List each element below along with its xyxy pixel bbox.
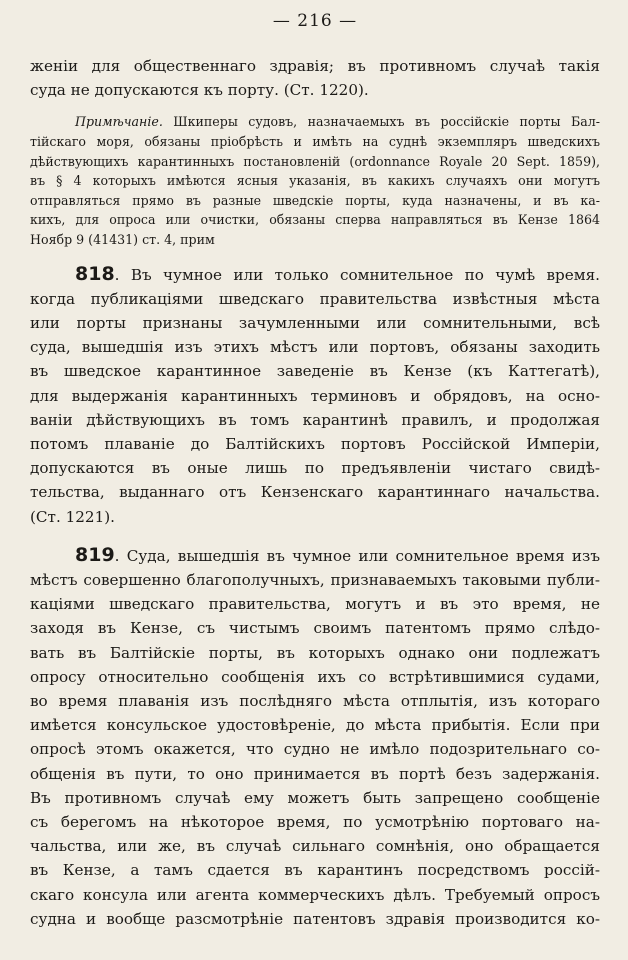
note-first-line: [30, 112, 600, 132]
text-line: мѣстъ совершенно благополучныхъ, признаваемыхъ таковыми публи-: [30, 571, 600, 589]
text-line: общенія въ пути, то оно принимается въ портѣ безъ задержанія.: [30, 764, 600, 783]
text-line: ваніи дѣйствующихъ въ томъ карантинѣ правилъ, и продолжая: [30, 410, 600, 429]
text-line: (Ст. 1221).: [30, 507, 116, 526]
note-line: дѣйствующихъ карантинныхъ постановленій (ordonnance Royale 20 Sept. 1859),: [30, 153, 600, 169]
article-number: 818: [75, 262, 115, 285]
text-line: во время плаванія изъ послѣдняго мѣста отплытія, изъ котораго: [30, 692, 600, 711]
page-number: — 216 —: [272, 11, 358, 31]
article-first-line: [30, 543, 600, 568]
text-line: потомъ плаваніе до Балтійскихъ портовъ Россійской Имперіи,: [30, 434, 600, 453]
text-line: для выдержанія карантинныхъ терминовъ и обрядовъ, на осно-: [30, 386, 600, 405]
article-first-line: [30, 262, 600, 287]
text-line: женіи для общественнаго здравія; въ противномъ случаѣ такія: [30, 57, 600, 75]
text-line: когда публикаціями шведскаго правительства извѣстныя мѣста: [30, 289, 600, 308]
text-line: въ шведское карантинное заведеніе въ Кензе (къ Каттегатѣ),: [30, 362, 600, 381]
text-line: Въ противномъ случаѣ ему можетъ быть запрещено сообщеніе: [30, 788, 600, 807]
text-line: тельства, выданнаго отъ Кензенскаго карантиннаго начальства.: [30, 483, 600, 502]
text-line: допускаются въ оные лишь по предъявленіи чистаго свидѣ-: [30, 459, 600, 478]
text-line: опросѣ этомъ окажется, что судно не имѣло подозрительнаго со-: [30, 740, 600, 759]
text-line: или порты признаны зачумленными или сомнительными, всѣ: [30, 313, 600, 332]
note-label: Примѣчаніе.: [75, 114, 163, 130]
text-line: съ берегомъ на нѣкоторое время, по усмотрѣнію портоваго на-: [30, 813, 600, 832]
text-line: суда, вышедшія изъ этихъ мѣстъ или портовъ, обязаны заходить: [30, 338, 600, 357]
text-line: чальства, или же, въ случаѣ сильнаго сомнѣнія, оно обращается: [30, 837, 600, 856]
note-line: отправляться прямо въ разные шведскіе порты, куда назначены, и въ ка-: [30, 192, 600, 208]
article-818: [30, 262, 600, 529]
article-number: 819: [75, 543, 115, 566]
text-line: судна и вообще разсмотрѣніе патентовъ здравія производится ко-: [30, 909, 600, 928]
text-line: имѣется консульское удостовѣреніе, до мѣста прибытія. Если при: [30, 716, 600, 735]
continuation-paragraph: [30, 54, 600, 102]
text-line: каціями шведскаго правительства, могутъ и въ это время, не: [30, 595, 600, 614]
article-text: . Суда, вышедшія въ чумное или сомнительное время изъ: [114, 546, 600, 565]
text-line: вать въ Балтійскіе порты, въ которыхъ однако они подлежатъ: [30, 643, 600, 662]
note-line: тійскаго моря, обязаны пріобрѣсть и имѣть на суднѣ экземпляръ шведскихъ: [30, 134, 600, 149]
text-line: въ Кензе, а тамъ сдается въ карантинъ посредствомъ россій-: [30, 861, 600, 880]
article-819: [30, 543, 600, 931]
note-text: Шкиперы судовъ, назначаемыхъ въ россійскіе порты Бал-: [162, 114, 600, 130]
note-line: Ноябр 9 (41431) ст. 4, прим: [30, 231, 215, 247]
text-line: заходя въ Кензе, съ чистымъ своимъ патентомъ прямо слѣдо-: [30, 619, 600, 638]
text-line: суда не допускаются къ порту. (Ст. 1220).: [30, 81, 369, 100]
text-line: опросу относительно сообщенія ихъ со встрѣтившимися судами,: [30, 667, 600, 686]
note-paragraph: [30, 112, 600, 249]
text-line: скаго консула или агента коммерческихъ дѣлъ. Требуемый опросъ: [30, 885, 600, 904]
note-line: въ § 4 которыхъ имѣются ясныя указанія, въ какихъ случаяхъ они могутъ: [30, 173, 600, 189]
note-line: кихъ, для опроса или очистки, обязаны сперва направляться въ Кензе 1864: [30, 212, 600, 228]
article-text: . Въ чумное или только сомнительное по чумѣ время.: [114, 265, 600, 284]
